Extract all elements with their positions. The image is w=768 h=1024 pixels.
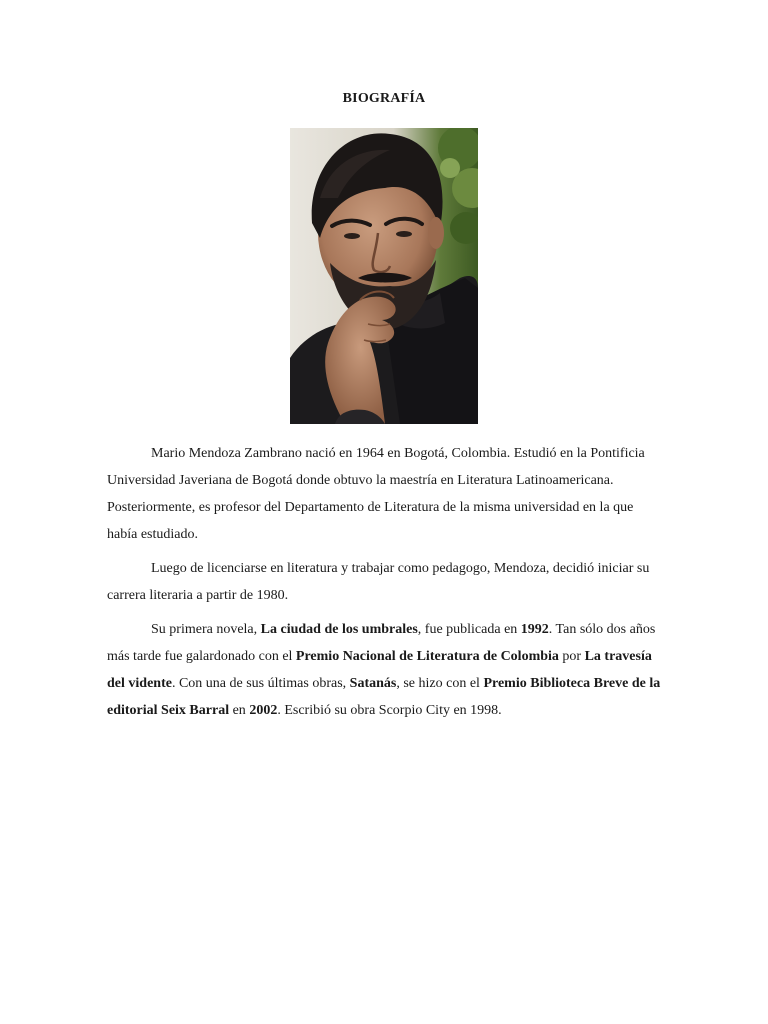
bold-text: Premio Nacional de Literatura de Colombia — [295, 649, 559, 664]
paragraph-text: , fue publicada en — [417, 622, 521, 637]
paragraph-text: Mario Mendoza Zambrano nació en 1964 en Bogotá, Colombia. Estudió en la Pontificia Universidad Javeriana de Bogotá donde obtuvo la maestría en Literatura Latinoamericana. Posteriormente, es profesor del Departamento de Literatura de la misma universidad en la que había estudiado. — [107, 446, 645, 542]
author-photo — [290, 128, 478, 424]
bold-text: 1992 — [520, 622, 549, 637]
biography-paragraph — [107, 616, 663, 724]
bold-text: La travesía del vidente — [107, 649, 652, 691]
paragraph-text: por — [558, 649, 585, 664]
bold-text: La ciudad de los umbrales — [260, 622, 418, 637]
paragraph-text: en — [229, 703, 250, 718]
paragraph-text: . Tan sólo dos años más tarde fue galardonado con el — [107, 622, 656, 664]
bold-text: Premio Biblioteca Breve de la editorial Seix Barral — [107, 676, 661, 718]
bold-text: Satanás — [349, 676, 397, 691]
paragraph-text: . Con una de sus últimas obras, — [171, 676, 350, 691]
bold-text: 2002 — [249, 703, 278, 718]
paragraph-text: , se hizo con el — [396, 676, 484, 691]
biography-text — [107, 440, 663, 731]
paragraph-text: Luego de licenciarse en literatura y trabajar como pedagogo, Mendoza, decidió iniciar su carrera literaria a partir de 1980. — [107, 561, 650, 603]
biography-paragraph — [107, 555, 663, 609]
page-title: BIOGRAFÍA — [342, 91, 426, 106]
paragraph-text: Su primera novela, — [151, 622, 261, 637]
paragraph-text: . Escribió su obra Scorpio City en 1998. — [277, 703, 502, 718]
biography-paragraph — [107, 440, 663, 548]
